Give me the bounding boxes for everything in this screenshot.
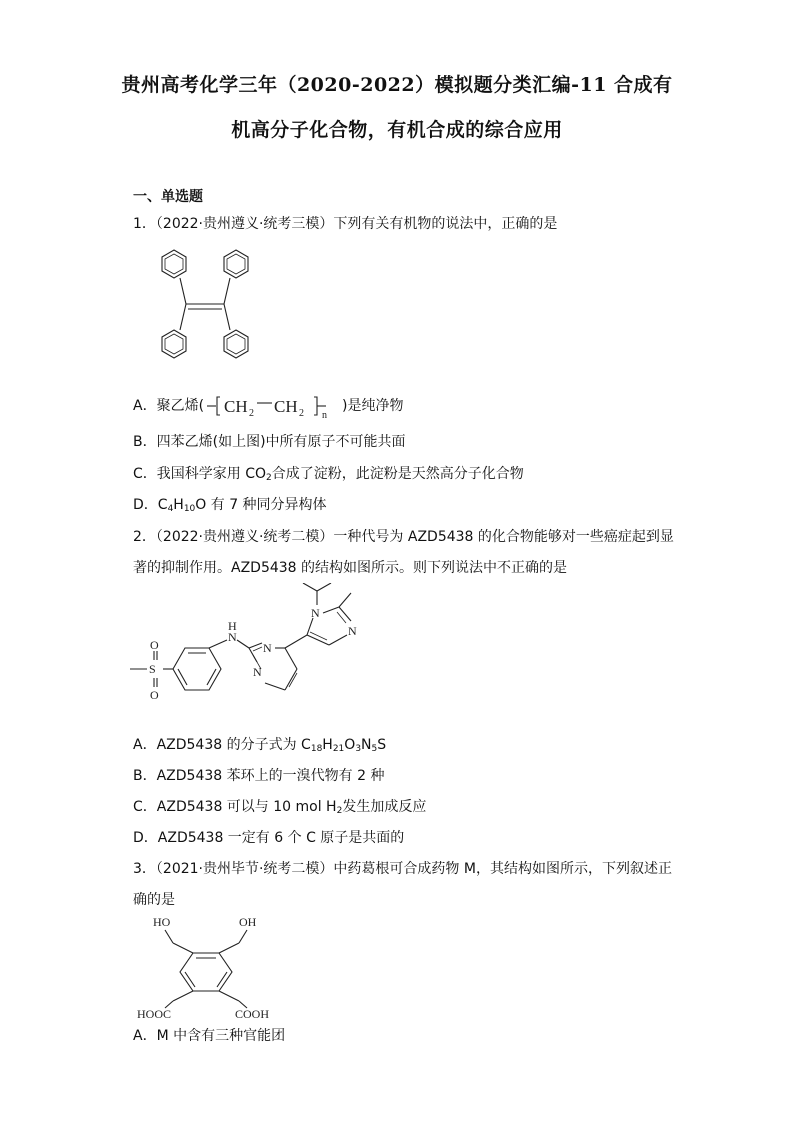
q2-option-a-s1: 18 bbox=[310, 744, 323, 754]
q2-option-b: B．AZD5438 苯环上的一溴代物有 2 种 bbox=[133, 768, 385, 784]
q2-option-a-m1: H bbox=[322, 737, 333, 753]
q1-stem: 1．（2022·贵州遵义·统考三模）下列有关有机物的说法中，正确的是 bbox=[133, 216, 558, 232]
azd-imidazole-n2-label: N bbox=[348, 624, 357, 638]
document-title-line-1: 贵州高考化学三年（2020-2022）模拟题分类汇编-11 合成有 bbox=[121, 74, 673, 96]
m-hooc-label: HOOC bbox=[137, 1007, 172, 1020]
q2-option-a-s2: 21 bbox=[332, 744, 345, 754]
q2-option-a-s4: 5 bbox=[371, 744, 378, 754]
q2-option-c-sub: 2 bbox=[336, 806, 343, 816]
q1-option-c-sub: 2 bbox=[266, 473, 272, 483]
q1-option-d bbox=[133, 494, 327, 514]
q2-option-c-post: 发生加成反应 bbox=[342, 799, 427, 815]
q2-stem-line-2: 著的抑制作用。AZD5438 的结构如图所示。则下列说法中不正确的是 bbox=[133, 560, 568, 576]
polymer-sub-1: 2 bbox=[249, 408, 255, 419]
q1-option-d-pre: D．C bbox=[133, 497, 168, 513]
azd-o-bottom-label: O bbox=[150, 688, 159, 702]
document-title-line-2: 机高分子化合物，有机合成的综合应用 bbox=[231, 119, 563, 141]
q2-option-c-pre: C．AZD5438 可以与 10 mol H bbox=[133, 799, 337, 815]
azd-pyrimidine-n1-label: N bbox=[253, 665, 262, 679]
q2-stem-line-1: 2．（2022·贵州遵义·统考二模）一种代号为 AZD5438 的化合物能够对一些癌症起到显 bbox=[133, 529, 674, 545]
q2-option-a-m2: O bbox=[344, 737, 356, 753]
q2-option-a-s3: 3 bbox=[355, 744, 362, 754]
azd-imidazole-n1-label: N bbox=[311, 606, 320, 620]
q1-option-c-pre: C．我国科学家用 CO bbox=[133, 466, 267, 482]
q1-option-d-mid: H bbox=[173, 497, 184, 513]
q1-option-a-suffix: )是纯净物 bbox=[342, 398, 404, 414]
q2-option-a bbox=[133, 734, 386, 754]
q2-option-d: D．AZD5438 一定有 6 个 C 原子是共面的 bbox=[133, 830, 405, 846]
polyethylene-formula bbox=[204, 393, 342, 419]
azd-s-label: S bbox=[149, 662, 156, 676]
q2-option-a-m3: N bbox=[361, 737, 372, 753]
q1-option-a-prefix: A．聚乙烯( bbox=[133, 398, 205, 414]
azd-o-top-label: O bbox=[150, 638, 159, 652]
q2-option-a-pre: A．AZD5438 的分子式为 C bbox=[133, 737, 311, 753]
azd-pyrimidine-n2-label: N bbox=[263, 641, 272, 655]
m-cooh-label: COOH bbox=[235, 1007, 270, 1020]
q2-option-a-post: S bbox=[377, 737, 387, 753]
q2-option-c bbox=[133, 796, 426, 816]
m-oh-label: OH bbox=[239, 915, 257, 929]
q1-option-b: B．四苯乙烯(如上图)中所有原子不可能共面 bbox=[133, 434, 406, 450]
polymer-ch-right: CH bbox=[274, 397, 298, 416]
azd5438-structure bbox=[125, 583, 395, 723]
q1-option-c bbox=[133, 463, 524, 483]
q1-option-d-post: O 有 7 种同分异构体 bbox=[195, 497, 327, 513]
polymer-n: n bbox=[322, 410, 328, 419]
q1-option-c-post: 合成了淀粉，此淀粉是天然高分子化合物 bbox=[271, 466, 524, 482]
q3-stem-line-1: 3．（2021·贵州毕节·统考二模）中药葛根可合成药物 M，其结构如图所示，下列叙述正 bbox=[133, 861, 672, 877]
q1-option-d-sub-1: 4 bbox=[167, 504, 174, 514]
section-heading: 一、单选题 bbox=[133, 189, 203, 205]
q1-option-a bbox=[133, 393, 404, 419]
polymer-ch-left: CH bbox=[224, 397, 248, 416]
polymer-sub-2: 2 bbox=[299, 408, 305, 419]
m-ho-label: HO bbox=[153, 915, 171, 929]
q3-option-a: A．M 中含有三种官能团 bbox=[133, 1028, 286, 1044]
q3-stem-line-2: 确的是 bbox=[133, 892, 175, 908]
azd-nh-h-label: H bbox=[228, 619, 237, 633]
q1-option-d-sub-2: 10 bbox=[183, 504, 196, 514]
compound-m-structure bbox=[135, 910, 295, 1020]
tetraphenylethylene-structure bbox=[140, 238, 270, 378]
azd-nh-n-label: N bbox=[228, 630, 237, 644]
